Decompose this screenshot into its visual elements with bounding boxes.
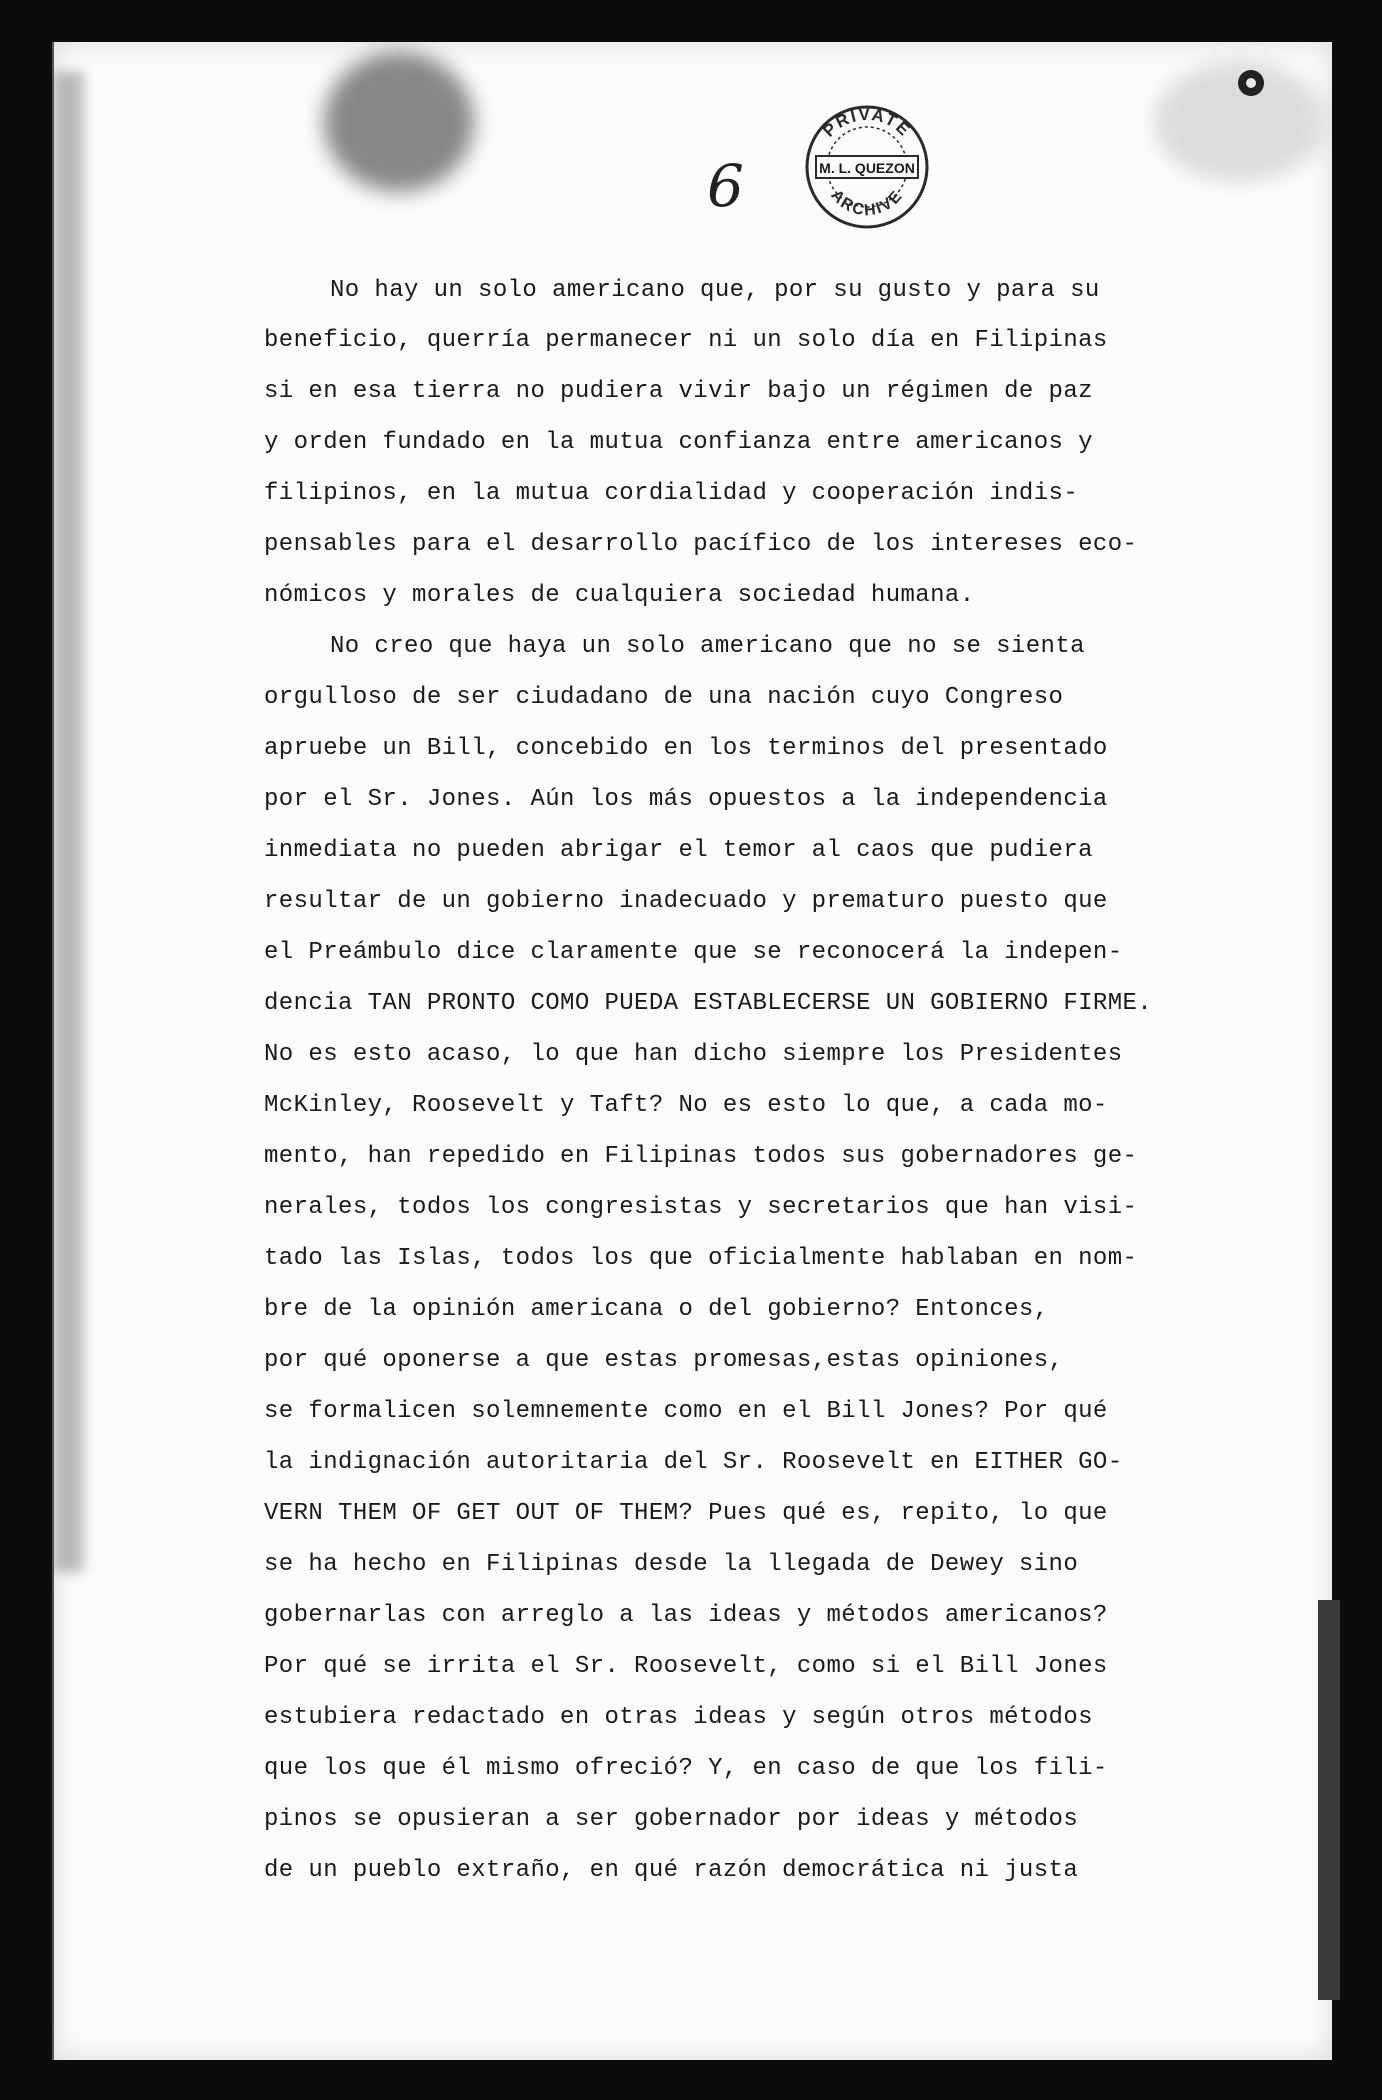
text-line: pensables para el desarrollo pacífico de los intereses eco-	[264, 531, 1138, 558]
svg-text:ARCHIVE	[827, 187, 906, 220]
text-line: beneficio, querría permanecer ni un solo día en Filipinas	[264, 327, 1108, 354]
text-line: tado las Islas, todos los que oficialmente hablaban en nom-	[264, 1245, 1138, 1272]
text-line: si en esa tierra no pudiera vivir bajo un régimen de paz	[264, 378, 1093, 405]
text-line: el Preámbulo dice claramente que se reconocerá la indepen-	[264, 939, 1123, 966]
svg-text:PRIVATE	[819, 105, 915, 141]
text-line: por el Sr. Jones. Aún los más opuestos a la independencia	[264, 786, 1108, 813]
text-line: por qué oponerse a que estas promesas,estas opiniones,	[264, 1347, 1064, 1374]
stamp-bottom-text: ARCHIVE	[827, 186, 907, 220]
text-line: VERN THEM OF GET OUT OF THEM? Pues qué es, repito, lo que	[264, 1500, 1108, 1527]
stamp-name-text: M. L. QUEZON	[819, 160, 915, 176]
text-line: filipinos, en la mutua cordialidad y cooperación indis-	[264, 480, 1079, 507]
text-line: la indignación autoritaria del Sr. Roosevelt en EITHER GO-	[264, 1449, 1123, 1476]
text-line: gobernarlas con arreglo a las ideas y métodos americanos?	[264, 1602, 1108, 1629]
text-line: No hay un solo americano que, por su gusto y para su	[330, 277, 1100, 304]
punch-hole-icon	[1238, 70, 1264, 96]
text-line: inmediata no pueden abrigar el temor al caos que pudiera	[264, 837, 1093, 864]
edge-shadow	[54, 72, 84, 1572]
text-line: se ha hecho en Filipinas desde la llegada de Dewey sino	[264, 1551, 1079, 1578]
text-line: nerales, todos los congresistas y secretarios que han visi-	[264, 1194, 1138, 1221]
text-line: estubiera redactado en otras ideas y según otros métodos	[264, 1704, 1093, 1731]
stamp-top-text: PRIVATE	[819, 104, 915, 141]
text-line: mento, han repedido en Filipinas todos sus gobernadores ge-	[264, 1143, 1138, 1170]
text-line: dencia TAN PRONTO COMO PUEDA ESTABLECERSE UN GOBIERNO FIRME.	[264, 990, 1153, 1017]
text-line: apruebe un Bill, concebido en los terminos del presentado	[264, 735, 1108, 762]
text-line: No creo que haya un solo americano que no se sienta	[330, 633, 1085, 660]
text-line: pinos se opusieran a ser gobernador por ideas y métodos	[264, 1806, 1079, 1833]
ink-smudge	[324, 52, 474, 192]
text-line: y orden fundado en la mutua confianza entre americanos y	[264, 429, 1093, 456]
text-line: nómicos y morales de cualquiera sociedad humana.	[264, 582, 975, 609]
text-line: se formalicen solemnemente como en el Bill Jones? Por qué	[264, 1398, 1108, 1425]
text-line: de un pueblo extraño, en qué razón democrática ni justa	[264, 1857, 1079, 1884]
archive-stamp	[802, 102, 932, 232]
text-line: Por qué se irrita el Sr. Roosevelt, como si el Bill Jones	[264, 1653, 1108, 1680]
text-line: orgulloso de ser ciudadano de una nación cuyo Congreso	[264, 684, 1064, 711]
text-line: bre de la opinión americana o del gobierno? Entonces,	[264, 1296, 1049, 1323]
text-line: resultar de un gobierno inadecuado y prematuro puesto que	[264, 888, 1108, 915]
text-line: McKinley, Roosevelt y Taft? No es esto lo que, a cada mo-	[264, 1092, 1108, 1119]
page-number-mark: 6	[707, 152, 744, 220]
scan-edge	[1318, 1600, 1340, 2000]
text-line: que los que él mismo ofreció? Y, en caso de que los fili-	[264, 1755, 1108, 1782]
text-line: No es esto acaso, lo que han dicho siempre los Presidentes	[264, 1041, 1123, 1068]
